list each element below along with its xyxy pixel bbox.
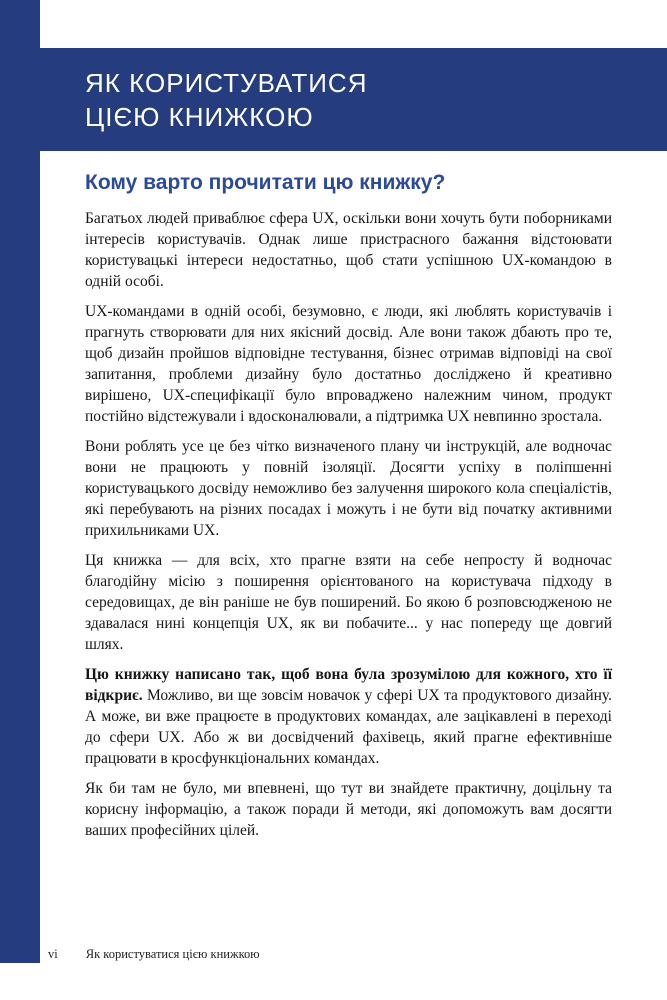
paragraph-text: Можливо, ви ще зовсім новачок у сфері UX та продуктового дизайну. А може, ви вже працюєте в продуктових командах, але зацікавлені в переході до сфери UX. Або ж ви досвідчений фахівець, який прагне ефективніше працювати в кросфункціональних командах. xyxy=(85,687,613,767)
paragraph-bold-lead: Цю книжку написано так, щоб вона була зрозумілою для кожного, хто її відкриє. xyxy=(85,666,612,704)
page-footer xyxy=(48,946,260,962)
paragraph: Вони роблять усе це без чітко визначеного плану чи інструкцій, але водночас вони не працюють у повній ізоляції. Досягти успіху в поліпшенні користувацького досвіду неможливо без залучення широкого кола спеціалістів, які перебувають на різних посадах і можуть і не бути від початку активними прихильниками UX. xyxy=(85,438,612,539)
left-accent-strip xyxy=(0,0,40,963)
page-number: vi xyxy=(48,947,58,961)
running-title: Як користуватися цією книжкою xyxy=(85,947,260,961)
paragraph: Багатьох людей приваблює сфера UX, оскільки вони хочуть бути поборниками інтересів користувачів. Однак лише пристрасного бажання відстоювати користувацькі інтереси недостатньо, щоб стати успішною UX-командою в одній особі. xyxy=(85,210,612,290)
paragraph xyxy=(85,664,612,769)
chapter-title-line1: ЯК КОРИСТУВАТИСЯ xyxy=(85,67,368,98)
paragraph: UX-командами в одній особі, безумовно, є люди, які люблять користувачів і прагнуть створювати для них якісний досвід. Але вони також дбають про те, щоб дизайн пройшов відповідне тестування, бізнес отримав відповіді на свої запитання, проблеми дизайну було достатньо досліджено й креативно вирішено, UX-специфікації було впроваджено належним чином, продукт постійно відстежували і вдосконалювали, а підтримка UX невпинно зростала. xyxy=(85,303,612,425)
chapter-title xyxy=(40,66,367,134)
chapter-title-line2: ЦІЄЮ КНИЖКОЮ xyxy=(85,101,314,132)
chapter-header xyxy=(40,48,667,151)
section-heading: Кому варто прочитати цю книжку? xyxy=(85,171,446,194)
page-content xyxy=(85,170,612,850)
paragraph: Як би там не було, ми впевнені, що тут ви знайдете практичну, доцільну та корисну інформацію, а також поради й методи, які допоможуть вам досягти ваших професійних цілей. xyxy=(85,780,612,839)
paragraph: Ця книжка — для всіх, хто прагне взяти на себе непросту й водночас благодійну місію з поширення орієнтованого на користувача підходу в середовищах, де він раніше не був поширений. Бо якою б розповсюдженою не здавалася нині концепція UX, як ви побачите... у нас попереду ще довгий шлях. xyxy=(85,552,612,653)
